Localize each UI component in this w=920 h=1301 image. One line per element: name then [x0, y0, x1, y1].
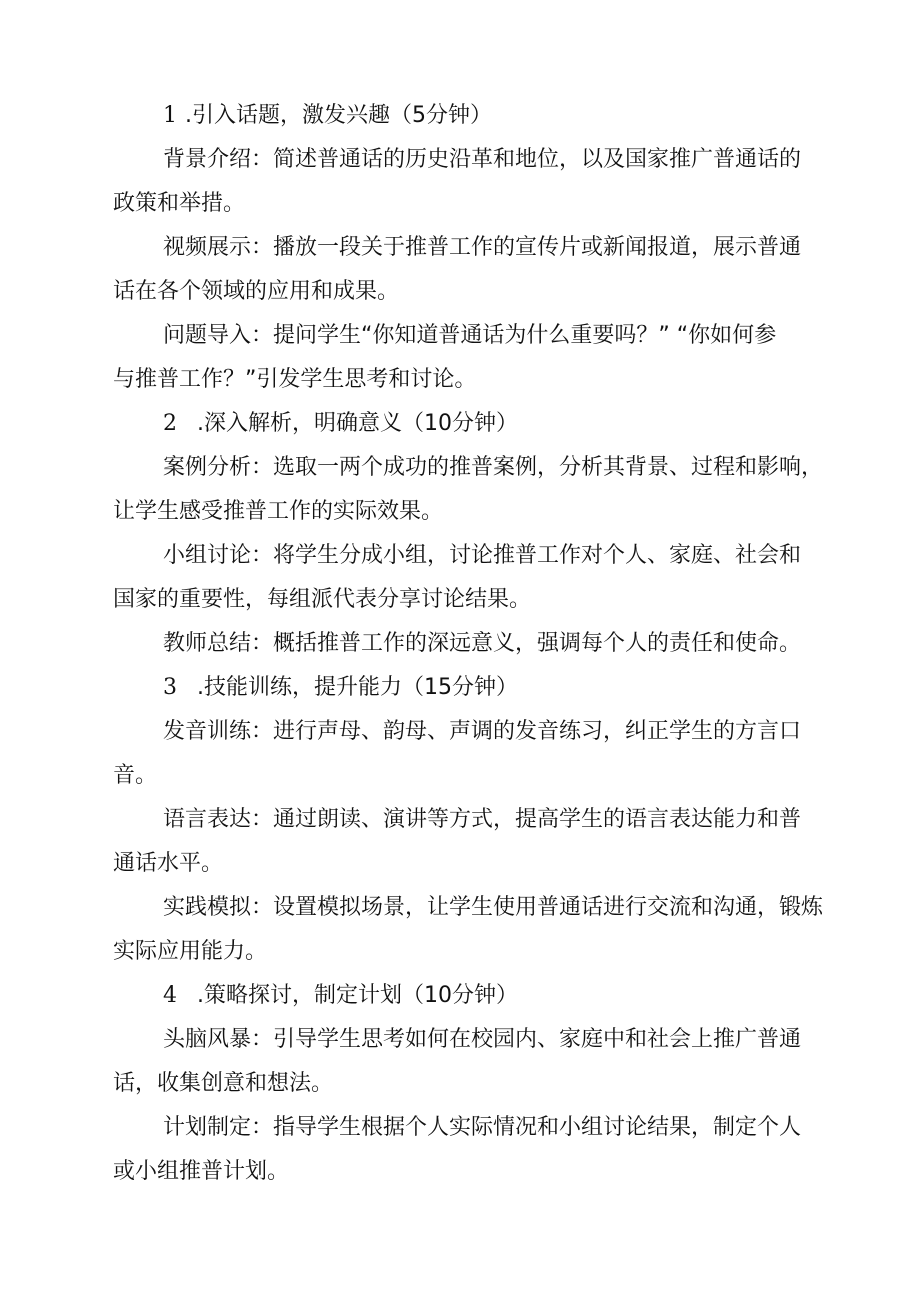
section-heading-text: .引入话题，激发兴趣（5分钟） [185, 103, 492, 128]
paragraph-line: 与推普工作？”引发学生思考和讨论。 [113, 367, 477, 392]
section-heading [113, 402, 835, 446]
section-heading [113, 94, 835, 138]
paragraph-line: 问题导入：提问学生“你知道普通话为什么重要吗？” “你如何参 [163, 323, 777, 348]
section-number: 1 [163, 103, 177, 128]
paragraph-line: 背景介绍：简述普通话的历史沿革和地位，以及国家推广普通话的 [163, 147, 802, 172]
paragraph-line: 实际应用能力。 [113, 939, 268, 964]
paragraph-line: 政策和举措。 [113, 191, 246, 216]
paragraph-line: 语言表达：通过朗读、演讲等方式，提高学生的语言表达能力和普 [163, 807, 802, 832]
paragraph-line: 通话水平。 [113, 851, 224, 876]
paragraph-line: 教师总结：概括推普工作的深远意义，强调每个人的责任和使命。 [163, 631, 802, 656]
paragraph-line: 视频展示：播放一段关于推普工作的宣传片或新闻报道，展示普通 [163, 235, 802, 260]
section-heading-text: .深入解析，明确意义（10分钟） [197, 411, 518, 436]
section-number: 4 [163, 983, 177, 1008]
paragraph-line: 音。 [113, 763, 158, 788]
section-heading [113, 666, 835, 710]
document-body [113, 94, 835, 1194]
paragraph-line: 计划制定：指导学生根据个人实际情况和小组讨论结果，制定个人 [163, 1115, 802, 1140]
paragraph-line: 话，收集创意和想法。 [113, 1071, 334, 1096]
section-number: 3 [163, 675, 177, 700]
paragraph-line: 案例分析：选取一两个成功的推普案例，分析其背景、过程和影响， [163, 455, 824, 480]
section-heading-text: .策略探讨，制定计划（10分钟） [197, 983, 518, 1008]
paragraph-line: 发音训练：进行声母、韵母、声调的发音练习，纠正学生的方言口 [163, 719, 802, 744]
paragraph-line: 实践模拟：设置模拟场景，让学生使用普通话进行交流和沟通，锻炼 [163, 895, 824, 920]
paragraph-line: 话在各个领域的应用和成果。 [113, 279, 400, 304]
section-heading-text: .技能训练，提升能力（15分钟） [197, 675, 518, 700]
section-number: 2 [163, 411, 177, 436]
section-heading [113, 974, 835, 1018]
paragraph-line: 让学生感受推普工作的实际效果。 [113, 499, 444, 524]
paragraph-line: 小组讨论：将学生分成小组，讨论推普工作对个人、家庭、社会和 [163, 543, 802, 568]
paragraph-line: 或小组推普计划。 [113, 1159, 290, 1184]
paragraph-line: 头脑风暴：引导学生思考如何在校园内、家庭中和社会上推广普通 [163, 1027, 802, 1052]
paragraph-line: 国家的重要性，每组派代表分享讨论结果。 [113, 587, 532, 612]
